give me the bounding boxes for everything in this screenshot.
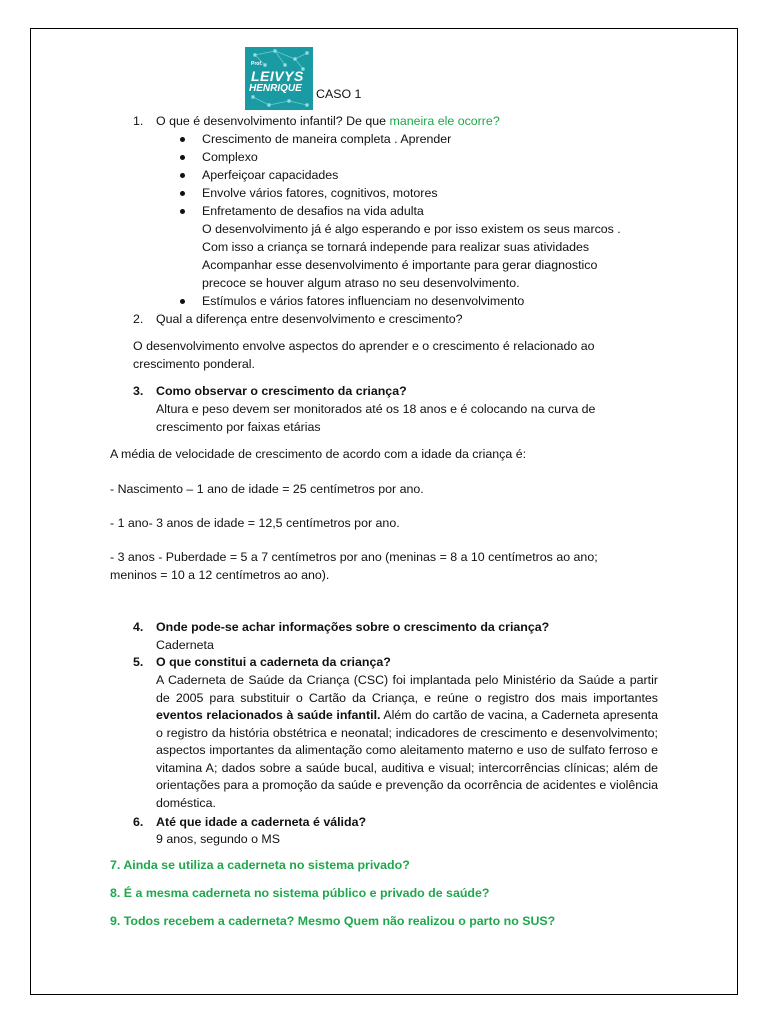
bullet-icon: [180, 191, 185, 196]
q1-bullet-item: Estímulos e vários fatores influenciam no desenvolvimento: [202, 294, 525, 308]
question-4-answer: Caderneta: [156, 638, 214, 652]
growth-average-item: - 1 ano- 3 anos de idade = 12,5 centímetros por ano.: [110, 516, 400, 530]
question-1-text: O que é desenvolvimento infantil? De que: [156, 114, 390, 128]
question-1-number: 1.: [133, 114, 144, 128]
question-2-number: 2.: [133, 312, 144, 326]
bullet-icon: [180, 155, 185, 160]
q1-continuation-line: precoce se houver algum atraso no seu desenvolvimento.: [202, 276, 520, 290]
growth-average-intro: A média de velocidade de crescimento de acordo com a idade da criança é:: [110, 447, 527, 461]
growth-average-item-cont: meninos = 10 a 12 centímetros ao ano).: [110, 568, 330, 582]
logo-prefix: Prof.: [251, 61, 263, 67]
q1-bullet-item: Enfretamento de desafios na vida adulta: [202, 204, 424, 218]
q1-bullet-item: Crescimento de maneira completa . Aprender: [202, 132, 452, 146]
bullet-icon: [180, 173, 185, 178]
q1-bullet-item: Envolve vários fatores, cognitivos, motores: [202, 186, 438, 200]
question-6-text: Até que idade a caderneta é válida?: [156, 815, 367, 829]
logo-line-2: HENRIQUE: [249, 83, 302, 94]
question-1-highlight: maneira ele ocorre?: [389, 114, 500, 128]
q5-answer-bold: eventos relacionados à saúde infantil.: [156, 708, 381, 722]
q1-bullet-item: Aperfeiçoar capacidades: [202, 168, 339, 182]
q1-continuation-line: O desenvolvimento já é algo esperando e por isso existem os seus marcos .: [202, 222, 621, 236]
question-3-text: Como observar o crescimento da criança?: [156, 384, 407, 398]
document-page-border: [30, 28, 738, 995]
question-4-text: Onde pode-se achar informações sobre o crescimento da criança?: [156, 620, 550, 634]
q2-answer-line: crescimento ponderal.: [133, 357, 255, 371]
q1-continuation-line: Com isso a criança se tornará independe para realizar suas atividades: [202, 240, 590, 254]
question-5-text: O que constitui a caderneta da criança?: [156, 655, 391, 669]
question-5-number: 5.: [133, 655, 144, 669]
growth-average-item: - 3 anos - Puberdade = 5 a 7 centímetros por ano (meninas = 8 a 10 centímetros ao ano;: [110, 550, 598, 564]
open-question-9: 9. Todos recebem a caderneta? Mesmo Quem não realizou o parto no SUS?: [110, 914, 556, 928]
q1-bullet-item: Complexo: [202, 150, 258, 164]
question-6-answer: 9 anos, segundo o MS: [156, 832, 280, 846]
case-title: CASO 1: [316, 87, 362, 101]
q3-answer-line: Altura e peso devem ser monitorados até os 18 anos e é colocando na curva de: [156, 402, 596, 416]
q5-answer-part: Além do cartão de vacina, a Caderneta apresenta o registro da história obstétrica e neonatal; indicadores de crescimento e desenvolvimento; aspectos importantes da alimentação como aleitamento materno e uso de sulfato ferroso e vitamina A; dados sobre a saúde bucal, auditiva e visual; intercorrências clínicas; além de orientações para a promoção da saúde e prevenção da ocorrência de acidentes e violência doméstica.: [156, 708, 658, 810]
open-question-7: 7. Ainda se utiliza a caderneta no sistema privado?: [110, 858, 410, 872]
q1-continuation-line: Acompanhar esse desenvolvimento é importante para gerar diagnostico: [202, 258, 598, 272]
question-2-text: Qual a diferença entre desenvolvimento e crescimento?: [156, 312, 463, 326]
q5-answer-part: A Caderneta de Saúde da Criança (CSC) foi implantada pelo Ministério da Saúde a partir de 2005 para substituir o Cartão da Criança, e reúne o registro dos mais importantes: [156, 673, 658, 705]
bullet-icon: [180, 299, 185, 304]
bullet-icon: [180, 137, 185, 142]
question-4-number: 4.: [133, 620, 144, 634]
question-3-number: 3.: [133, 384, 144, 398]
question-1: [156, 114, 500, 128]
leivys-henrique-logo: [245, 47, 313, 110]
bullet-icon: [180, 209, 185, 214]
growth-average-item: - Nascimento – 1 ano de idade = 25 centímetros por ano.: [110, 482, 424, 496]
question-5-answer-paragraph: [156, 672, 658, 812]
logo-line-1: LEIVYS: [251, 68, 304, 84]
open-question-8: 8. É a mesma caderneta no sistema público e privado de saúde?: [110, 886, 490, 900]
q2-answer-line: O desenvolvimento envolve aspectos do aprender e o crescimento é relacionado ao: [133, 339, 595, 353]
q3-answer-line: crescimento por faixas etárias: [156, 420, 321, 434]
question-6-number: 6.: [133, 815, 144, 829]
